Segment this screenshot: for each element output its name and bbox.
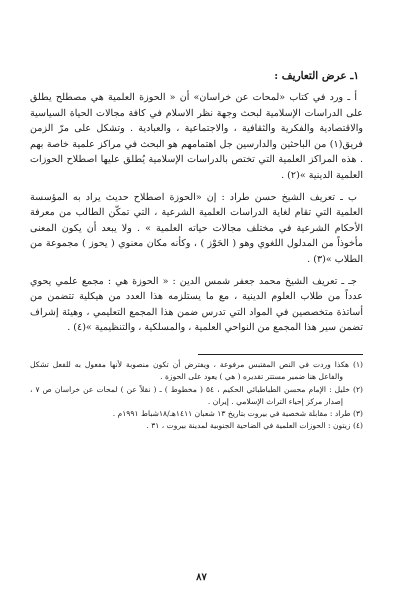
section-heading: ١ـ عرض التعاريف : <box>274 70 359 82</box>
definition-paragraph-a: أ ـ ورد في كتاب «لمحات عن خراسان» أن « الحوزة العلمية هي مصطلح يطلق على الدراسات الإسلامية لبحث وجهة نظر الاسلام في كافة مجالات الحياة السياسية والاقتصادية والفكرية والثقافية ، والاجتماعية ، والعبادية . وتشكل على مرّ الزمن فريق(١) من الباحثين والدارسين جل اهتمامهم هو البحث في مراكز علمية خاصة بهم . هذه المراكز العلمية التي تختص بالدراسات الإسلامية يُطلق عليها اصطلاح الحوزات العلمية الدينية »(٢) . <box>30 92 363 181</box>
footnote-3: (٣) طراد : مقابلة شخصية في بيروت بتاريخ ١٣ شعبان ١٤١١هـ/١٨شباط ١٩٩١م . <box>112 409 363 419</box>
footnote-1: (١) هكذا وردت في النص المقتبس مرفوعة ، ويفترض أن تكون منصوبة لأنها مفعول به للفعل تشكل والفاعل هنا ضمير مستتر تقديره ( هي ) يعود على الحوزة . <box>30 359 363 382</box>
definition-paragraph-c: جـ ـ تعريف الشيخ محمد جعفر شمس الدين : « الحوزة هي : مجمع علمي يحوي عدداً من طلاب العلوم الدينية ، مع ما يستلزمه هذا العدد من هيكلية تتضمن من أساتذة متخصصين في المواد التي تدرس ضمن هذا المجمع التعليمي ، وهيئة إشراف تضمن سير هذا المجمع من النواحي العلمية ، والمسلكية ، والتنظيمية »(٤) . <box>30 275 363 334</box>
page-number: ٨٧ <box>196 572 207 583</box>
definition-paragraph-b: ب ـ تعريف الشيخ حسن طراد : إن «الحوزة اصطلاح حديث يراد به المؤسسة العلمية التي تقام لغاية الدراسات العلمية الشرعية ، التي تمكّن الطالب من معرفة الأحكام الشرعية في مختلف مجالات حياته العلمية » . ولا يبعد أن يكون المعنى مأخوذاً من المدلول اللغوي وهو ( الحَوْز ) ، وكأنه مكان معنوي ( يحوز ) مجموعة من الطلاب »(٣) . <box>30 191 363 265</box>
footnotes <box>30 359 363 433</box>
footnote-4: (٤) زيتون : الحوزات العلمية في الضاحية الجنوبية لمدينة بيروت ، ٣١ . <box>146 421 363 431</box>
footnote-2: (٢) خليل : الإمام محسن الطباطبائي الحكيم ، ٥٤ ( مخطوط ) ـ ( نقلاً عن ) لمحات عن خراسان ص ٧ ، إصدار مركز إحياء التراث الإسلامي . إيران . <box>30 384 363 406</box>
footnote-separator <box>198 354 363 355</box>
